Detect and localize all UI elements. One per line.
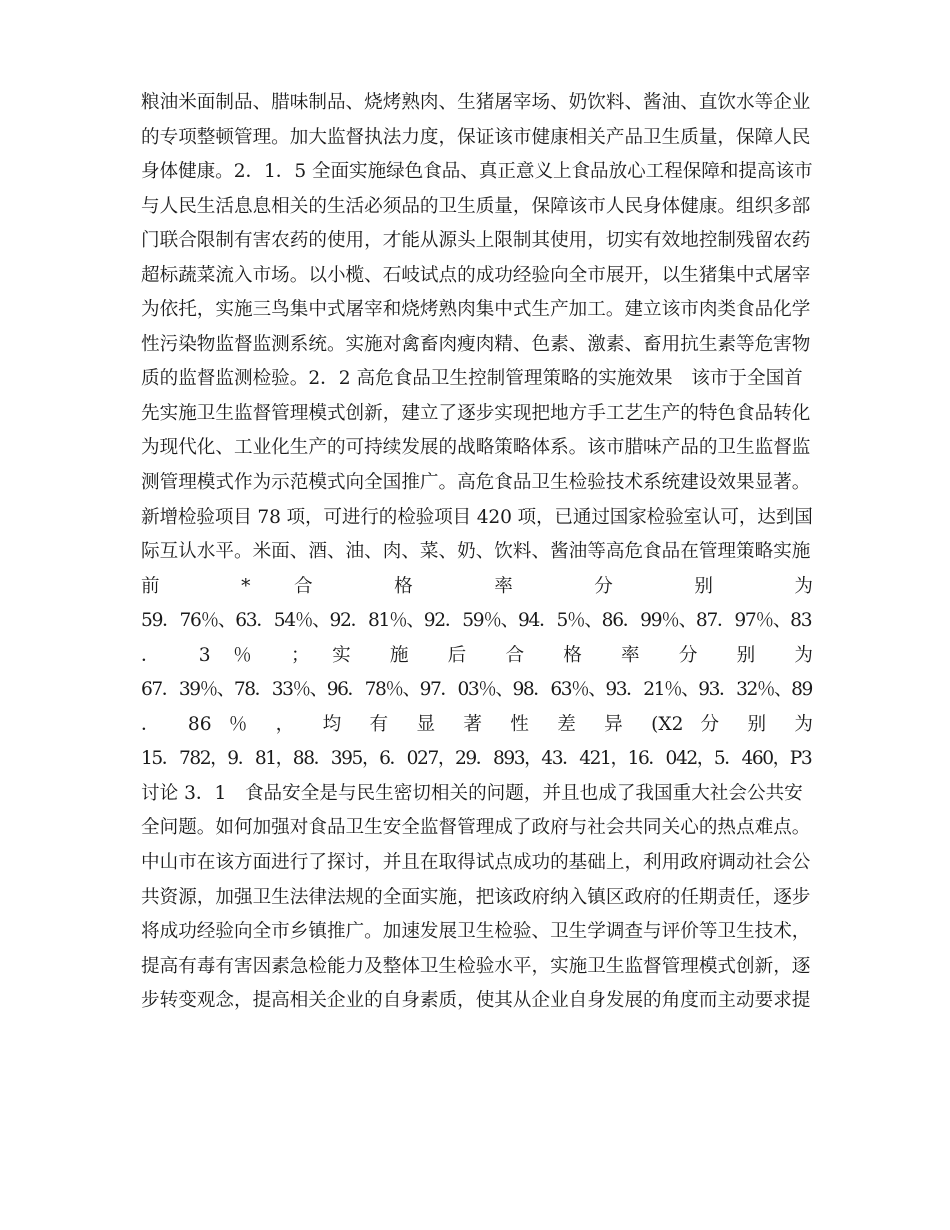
text-line: 先实施卫生监督管理模式创新，建立了逐步实现把地方手工艺生产的特色食品转化 bbox=[141, 402, 811, 424]
text-line: 67．39％、78．33％、96．78％、97．03％、98．63％、93．21％、93．32％、89 bbox=[141, 679, 812, 701]
text-line: 中山市在该方面进行了探讨，并且在取得试点成功的基础上，利用政府调动社会公 bbox=[141, 852, 811, 874]
text-line: 为依托，实施三鸟集中式屠宰和烧烤熟肉集中式生产加工。建立该市肉类食品化学 bbox=[141, 299, 811, 321]
text-line: 性污染物监督监测系统。实施对禽畜肉瘦肉精、色素、激素、畜用抗生素等危害物 bbox=[141, 333, 811, 355]
text-line: 共资源，加强卫生法律法规的全面实施，把该政府纳入镇区政府的任期责任，逐步 bbox=[141, 886, 811, 908]
text-line: 提高有毒有害因素急检能力及整体卫生检验水平，实施卫生监督管理模式创新，逐 bbox=[141, 955, 811, 977]
text-line: 测管理模式作为示范模式向全国推广。高危食品卫生检验技术系统建设效果显著。 bbox=[141, 472, 811, 494]
text-line: 门联合限制有害农药的使用，才能从源头上限制其使用，切实有效地控制残留农药 bbox=[141, 230, 811, 252]
text-line: 超标蔬菜流入市场。以小榄、石岐试点的成功经验向全市展开，以生猪集中式屠宰 bbox=[141, 264, 811, 286]
text-line: 的专项整顿管理。加大监督执法力度，保证该市健康相关产品卫生质量，保障人民 bbox=[141, 126, 811, 148]
text-line: 全问题。如何加强对食品卫生安全监督管理成了政府与社会共同关心的热点难点。 bbox=[141, 817, 811, 839]
text-line: 粮油米面制品、腊味制品、烧烤熟肉、生猪屠宰场、奶饮料、酱油、直饮水等企业 bbox=[141, 92, 811, 113]
text-line: ． 86 ％ ， 均 有 显 著 性 差 异 (X2 分 别 为 bbox=[141, 713, 813, 735]
text-line: 新增检验项目 78 项，可进行的检验项目 420 项，已通过国家检验室认可，达到国 bbox=[141, 506, 813, 528]
text-line: ． 3 ％ ； 实 施 后 合 格 率 分 别 为 bbox=[141, 644, 813, 666]
text-line: 59．76％、63．54％、92．81％、92．59％、94．5％、86．99％、87．97％、83 bbox=[141, 610, 812, 632]
text-line: 质的监督监测检验。2．2 高危食品卫生控制管理策略的实施效果 该市于全国首 bbox=[141, 368, 803, 390]
text-line: 15．782，9．81，88．395，6．027，29．893，43．421，16．042，5．460，P3 bbox=[141, 748, 812, 770]
text-line: 身体健康。2．1．5 全面实施绿色食品、真正意义上食品放心工程保障和提高该市 bbox=[141, 161, 813, 183]
body-text bbox=[141, 86, 813, 1019]
text-line: 前 * 合 格 率 分 别 为 bbox=[141, 575, 813, 597]
text-line: 步转变观念，提高相关企业的自身素质，使其从企业自身发展的角度而主动要求提 bbox=[141, 990, 811, 1012]
text-line: 为现代化、工业化生产的可持续发展的战略策略体系。该市腊味产品的卫生监督监 bbox=[141, 437, 811, 459]
text-line: 际互认水平。米面、酒、油、肉、菜、奶、饮料、酱油等高危食品在管理策略实施 bbox=[141, 541, 811, 563]
text-line: 与人民生活息息相关的生活必须品的卫生质量，保障该市人民身体健康。组织多部 bbox=[141, 195, 811, 217]
text-line: 将成功经验向全市乡镇推广。加速发展卫生检验、卫生学调查与评价等卫生技术， bbox=[141, 921, 811, 943]
text-line: 讨论 3．1 食品安全是与民生密切相关的问题，并且也成了我国重大社会公共安 bbox=[141, 782, 803, 804]
